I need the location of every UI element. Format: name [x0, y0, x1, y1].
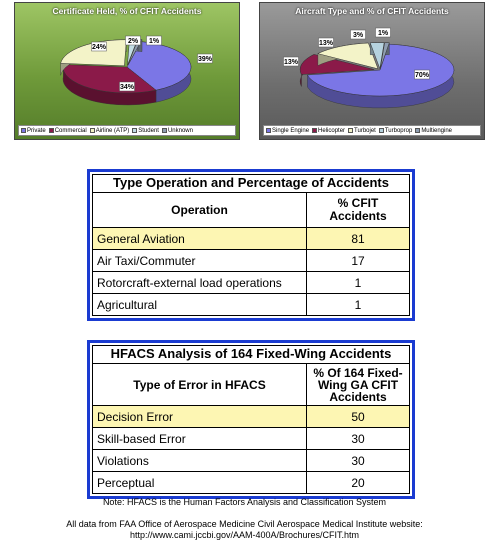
legend-item [49, 126, 87, 136]
table-row [93, 428, 410, 450]
legend-item [415, 126, 452, 136]
data-label: 1% [148, 38, 160, 45]
data-label: 34% [119, 84, 135, 91]
legend-label: Student [138, 128, 159, 134]
legend-item [90, 126, 130, 136]
chart-legend [18, 125, 236, 136]
source-url: http://www.cami.jccbi.gov/AAM-400A/Brochures/CFIT.htm [129, 530, 360, 540]
legend-swatch [132, 128, 137, 133]
data-label: 13% [283, 59, 299, 66]
legend-swatch [162, 128, 167, 133]
row-label: General Aviation [93, 228, 307, 250]
aircraft-type-pie [260, 15, 486, 127]
row-value: 1 [307, 294, 410, 316]
legend-swatch [348, 128, 353, 133]
legend-label: Helicopter [318, 128, 346, 134]
legend-swatch [312, 128, 317, 133]
aircraft-type-chart [259, 2, 485, 140]
row-label: Rotorcraft-external load operations [93, 272, 307, 294]
row-value: 50 [307, 406, 410, 428]
chart-title: Certificate Held, % of CFIT Accidents [52, 6, 202, 16]
legend-label: Unknown [167, 128, 193, 134]
row-label: Skill-based Error [93, 428, 307, 450]
data-label: 2% [127, 38, 139, 45]
hfacs-note: Note: HFACS is the Human Factors Analysis and Classification System [102, 497, 387, 507]
legend-label: Turboprop [384, 128, 413, 134]
row-label: Decision Error [93, 406, 307, 428]
legend-item [21, 126, 46, 136]
table-row [93, 228, 410, 250]
legend-swatch [21, 128, 26, 133]
table-row [93, 250, 410, 272]
data-label: 13% [318, 40, 334, 47]
table-title: HFACS Analysis of 164 Fixed-Wing Accidents [92, 345, 410, 363]
column-header-operation: Operation [93, 193, 307, 228]
row-label: Air Taxi/Commuter [93, 250, 307, 272]
row-value: 30 [307, 450, 410, 472]
legend-item [162, 126, 193, 136]
source-line: All data from FAA Office of Aerospace Medicine Civil Aerospace Medical Institute website: [66, 519, 423, 529]
chart-legend [263, 125, 481, 136]
legend-item [312, 126, 345, 136]
row-label: Perceptual [93, 472, 307, 494]
column-header-percent: % CFIT Accidents [307, 193, 410, 228]
legend-label: Airline (ATP) [95, 128, 130, 134]
row-label: Agricultural [93, 294, 307, 316]
table-row [93, 294, 410, 316]
column-header-error-type: Type of Error in HFACS [93, 364, 307, 406]
row-value: 17 [307, 250, 410, 272]
legend-swatch [379, 128, 384, 133]
certificate-pie [15, 15, 241, 127]
legend-item [379, 126, 412, 136]
hfacs-table [87, 340, 415, 499]
legend-label: Commercial [54, 128, 87, 134]
chart-title: Aircraft Type and % of CFIT Accidents [295, 6, 449, 16]
legend-label: Private [27, 128, 46, 134]
data-label: 24% [91, 44, 107, 51]
table-row [93, 272, 410, 294]
data-label: 1% [377, 30, 389, 37]
certificate-held-chart [14, 2, 240, 140]
data-label: 39% [197, 56, 213, 63]
row-value: 30 [307, 428, 410, 450]
table-row [93, 472, 410, 494]
data-label: 3% [352, 32, 364, 39]
legend-item [132, 126, 159, 136]
table-row [93, 450, 410, 472]
legend-label: Turbojet [354, 128, 376, 134]
legend-item [348, 126, 376, 136]
operation-table [87, 169, 415, 321]
row-value: 1 [307, 272, 410, 294]
row-value: 81 [307, 228, 410, 250]
table-row [93, 406, 410, 428]
legend-swatch [415, 128, 420, 133]
data-label: 70% [414, 72, 430, 79]
legend-label: Multiengine [421, 128, 452, 134]
legend-swatch [266, 128, 271, 133]
column-header-percent: % Of 164 Fixed- Wing GA CFIT Accidents [307, 364, 410, 406]
legend-swatch [90, 128, 95, 133]
row-value: 20 [307, 472, 410, 494]
legend-label: Single Engine [272, 128, 310, 134]
legend-item [266, 126, 309, 136]
legend-swatch [49, 128, 54, 133]
table-title: Type Operation and Percentage of Accidents [92, 174, 410, 192]
row-label: Violations [93, 450, 307, 472]
